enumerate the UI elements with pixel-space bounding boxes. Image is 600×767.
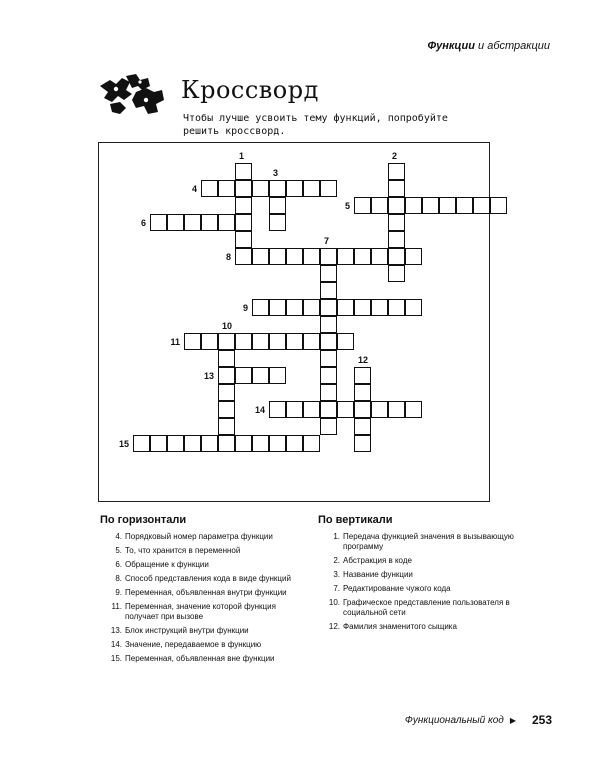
- clue-text: Значение, передаваемое в функцию: [125, 640, 262, 649]
- crossword-cell: [269, 401, 286, 418]
- clue-number: 7.: [333, 584, 340, 593]
- clue-text: Абстракция в коде: [343, 556, 412, 565]
- crossword-cell: [235, 163, 252, 180]
- clue-number-label: 8: [225, 252, 231, 262]
- crossword-cell: [320, 401, 337, 418]
- clue-item: [100, 626, 300, 636]
- crossword-cell: [269, 248, 286, 265]
- crossword-cell: [269, 299, 286, 316]
- crossword-cell: [388, 401, 405, 418]
- clue-item: [100, 560, 300, 570]
- clue-number-label: 14: [254, 405, 265, 415]
- crossword-cell: [354, 418, 371, 435]
- crossword-cell: [150, 214, 167, 231]
- clue-text: Название функции: [343, 570, 413, 579]
- clue-number-label: 15: [118, 439, 129, 449]
- crossword-cell: [235, 231, 252, 248]
- crossword-cell: [303, 401, 320, 418]
- clue-text: Переменная, значение которой функция получает при вызове: [125, 602, 276, 621]
- crossword-cell: [388, 180, 405, 197]
- section-title-rest: и абстракции: [474, 40, 550, 52]
- clue-number-label: 6: [140, 218, 146, 228]
- crossword-cell: [354, 367, 371, 384]
- crossword-cell: [235, 214, 252, 231]
- clue-number: 14.: [110, 640, 122, 649]
- crossword-cell: [286, 180, 303, 197]
- intro-text: Чтобы лучше усвоить тему функций, попробуйте решить кроссворд.: [183, 113, 448, 137]
- clue-item: [100, 602, 300, 622]
- crossword-cell: [320, 367, 337, 384]
- crossword-cell: [337, 299, 354, 316]
- crossword-cell: [286, 299, 303, 316]
- crossword-cell: [320, 180, 337, 197]
- crossword-cell: [354, 384, 371, 401]
- clue-item: [318, 598, 518, 618]
- crossword-cell: [388, 248, 405, 265]
- crossword-cell: [269, 435, 286, 452]
- crossword-cell: [269, 214, 286, 231]
- crossword-cell: [405, 197, 422, 214]
- crossword-cell: [133, 435, 150, 452]
- crossword-cell: [371, 248, 388, 265]
- crossword-cell: [490, 197, 507, 214]
- crossword-cell: [184, 435, 201, 452]
- clue-number: 4.: [115, 532, 122, 541]
- clue-number: 15.: [110, 654, 122, 663]
- crossword-cell: [218, 384, 235, 401]
- crossword-cell: [286, 248, 303, 265]
- clue-number: 12.: [328, 622, 340, 631]
- clue-text: Порядковый номер параметра функции: [125, 532, 273, 541]
- clue-text: Передача функцией значения в вызывающую программу: [343, 532, 514, 551]
- crossword-cell: [201, 214, 218, 231]
- clues-down-title: По вертикали: [318, 514, 393, 526]
- puzzle-pieces-icon: [96, 72, 168, 116]
- clue-item: [318, 532, 518, 552]
- crossword-cell: [167, 214, 184, 231]
- clue-item: [318, 556, 518, 566]
- clue-number-label: 13: [203, 371, 214, 381]
- crossword-cell: [337, 333, 354, 350]
- crossword-cell: [303, 435, 320, 452]
- crossword-cell: [218, 435, 235, 452]
- crossword-cell: [201, 333, 218, 350]
- crossword-cell: [269, 333, 286, 350]
- clue-number: 6.: [115, 560, 122, 569]
- clue-text: Переменная, объявленная вне функции: [125, 654, 275, 663]
- clue-number-label: 12: [358, 355, 369, 365]
- crossword-cell: [320, 384, 337, 401]
- clue-number-label: 4: [191, 184, 197, 194]
- crossword-cell: [320, 350, 337, 367]
- crossword-cell: [320, 299, 337, 316]
- crossword-cell: [252, 333, 269, 350]
- crossword-cell: [218, 401, 235, 418]
- clue-number: 1.: [333, 532, 340, 541]
- section-title: [427, 40, 550, 52]
- crossword-cell: [320, 418, 337, 435]
- crossword-cell: [269, 180, 286, 197]
- clue-number: 11.: [111, 602, 122, 611]
- clue-number-label: 7: [324, 236, 330, 246]
- crossword-cell: [235, 248, 252, 265]
- crossword-cell: [303, 248, 320, 265]
- crossword-cell: [337, 248, 354, 265]
- crossword-cell: [354, 299, 371, 316]
- crossword-cell: [371, 299, 388, 316]
- clue-text: Редактирование чужого кода: [343, 584, 451, 593]
- clue-item: [100, 588, 300, 598]
- crossword-cell: [354, 248, 371, 265]
- crossword-cell: [439, 197, 456, 214]
- clues-across-title: По горизонтали: [100, 514, 187, 526]
- crossword-cell: [354, 435, 371, 452]
- clue-number-label: 3: [273, 168, 279, 178]
- crossword-cell: [201, 435, 218, 452]
- crossword-cell: [303, 180, 320, 197]
- crossword-cell: [405, 299, 422, 316]
- clue-item: [318, 584, 518, 594]
- clue-number-label: 9: [242, 303, 248, 313]
- crossword-cell: [456, 197, 473, 214]
- crossword-cell: [218, 367, 235, 384]
- crossword-cell: [150, 435, 167, 452]
- triangle-right-icon: ▶: [509, 715, 516, 725]
- crossword-cell: [473, 197, 490, 214]
- page-footer: [405, 713, 552, 727]
- crossword-cell: [218, 214, 235, 231]
- crossword-cell: [235, 367, 252, 384]
- crossword-cell: [235, 180, 252, 197]
- clue-number-label: 2: [392, 151, 398, 161]
- crossword-cell: [218, 418, 235, 435]
- clue-number-label: 11: [170, 337, 180, 347]
- crossword-cell: [388, 231, 405, 248]
- crossword-cell: [320, 282, 337, 299]
- crossword-cell: [303, 299, 320, 316]
- crossword-cell: [252, 299, 269, 316]
- crossword-cell: [405, 248, 422, 265]
- crossword-cell: [235, 435, 252, 452]
- clue-item: [100, 574, 300, 584]
- section-title-bold: Функции: [427, 40, 475, 52]
- clue-number: 2.: [333, 556, 340, 565]
- clue-number-label: 1: [239, 151, 245, 161]
- clue-item: [100, 654, 300, 664]
- crossword-cell: [320, 248, 337, 265]
- clue-item: [318, 570, 518, 580]
- crossword-cell: [388, 299, 405, 316]
- crossword-cell: [252, 248, 269, 265]
- clue-item: [318, 622, 518, 632]
- crossword-cell: [235, 197, 252, 214]
- crossword-cell: [201, 180, 218, 197]
- crossword-cell: [354, 197, 371, 214]
- clue-text: Фамилия знаменитого сыщика: [343, 622, 457, 631]
- crossword-cell: [388, 214, 405, 231]
- chapter-name: Функциональный код: [404, 714, 504, 726]
- crossword-cell: [218, 350, 235, 367]
- crossword-frame: [98, 142, 490, 502]
- clue-number-label: 5: [344, 201, 350, 211]
- crossword-cell: [388, 163, 405, 180]
- crossword-cell: [184, 333, 201, 350]
- crossword-cell: [320, 333, 337, 350]
- crossword-cell: [269, 197, 286, 214]
- crossword-cell: [252, 367, 269, 384]
- clues-across: [100, 514, 300, 668]
- crossword-cell: [337, 401, 354, 418]
- crossword-cell: [320, 265, 337, 282]
- crossword-cell: [354, 401, 371, 418]
- crossword-cell: [320, 316, 337, 333]
- crossword-cell: [218, 333, 235, 350]
- clue-number-label: 10: [222, 321, 233, 331]
- clue-number: 8.: [115, 574, 122, 583]
- crossword-cell: [405, 401, 422, 418]
- clue-number: 9.: [115, 588, 122, 597]
- clue-item: [100, 532, 300, 542]
- clue-text: Обращение к функции: [125, 560, 209, 569]
- crossword-cell: [388, 197, 405, 214]
- crossword-cell: [252, 435, 269, 452]
- clues-down: [318, 514, 518, 636]
- clue-number: 10.: [328, 598, 340, 607]
- crossword-cell: [303, 333, 320, 350]
- crossword-cell: [286, 401, 303, 418]
- crossword-cell: [371, 401, 388, 418]
- page-title: Кроссворд: [181, 76, 319, 104]
- crossword-cell: [218, 180, 235, 197]
- clue-text: Переменная, объявленная внутри функции: [125, 588, 287, 597]
- crossword-cell: [167, 435, 184, 452]
- crossword-cell: [286, 333, 303, 350]
- clue-number: 3.: [333, 570, 340, 579]
- crossword-cell: [371, 197, 388, 214]
- crossword-cell: [422, 197, 439, 214]
- clue-number: 13.: [110, 626, 122, 635]
- crossword-cell: [388, 265, 405, 282]
- page-number: 253: [531, 713, 552, 727]
- clue-item: [100, 546, 300, 556]
- clue-text: То, что хранится в переменной: [125, 546, 241, 555]
- crossword-cell: [252, 180, 269, 197]
- clue-text: Графическое представление пользователя в социальной сети: [343, 598, 510, 617]
- clue-number: 5.: [115, 546, 122, 555]
- clue-text: Блок инструкций внутри функции: [125, 626, 249, 635]
- crossword-cell: [286, 435, 303, 452]
- crossword-cell: [235, 333, 252, 350]
- clue-item: [100, 640, 300, 650]
- crossword-cell: [184, 214, 201, 231]
- crossword-cell: [269, 367, 286, 384]
- clue-text: Способ представления кода в виде функций: [125, 574, 291, 583]
